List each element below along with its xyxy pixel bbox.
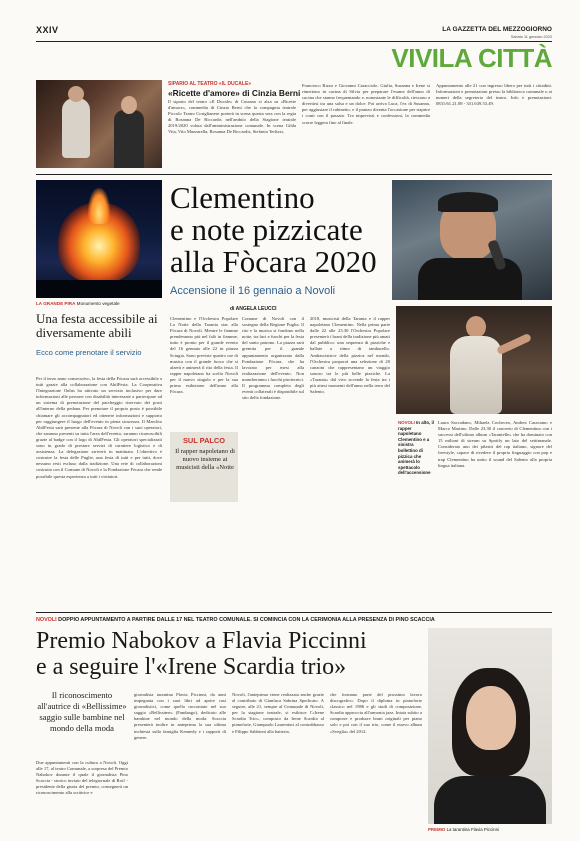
header-rule: [36, 41, 552, 42]
bottom-kicker-label: NOVOLI: [36, 617, 57, 623]
bottom-kicker: [36, 617, 552, 623]
piccinni-caption: [428, 827, 552, 832]
top-brief-col2: Francesco Rizzo e Giovanni Caracciolo. Giulia, Susanna e Irene si rimettono in cucina di Silvia per preparare l'esame dell'anno di cucina che stanno frequentando e, nonostante le difficoltà, riescono a divertirsi tra una salsa e un dolce. Poi arriva Luca, l'ex di Susanna, per aggiustare il rubinetto, e il pranzo diventa l'occasione per riaprire i conti con il passato. Tra imprevisti e confessioni, la commedia scorre leggera fino al finale.: [302, 83, 430, 125]
dancer-arm: [496, 333, 532, 355]
issue-date: Sabato 11 gennaio 2020: [510, 35, 552, 39]
left-story-subhead: Ecco come prenotare il servizio: [36, 348, 142, 357]
bottom-rule: [36, 612, 552, 613]
main-headline-line-1: Clementino: [170, 180, 315, 215]
focara-caption-text: Monumento vegetale: [76, 301, 120, 306]
top-brief-rule: [36, 174, 552, 175]
rapper-body: [418, 258, 522, 300]
left-story-headline: Una festa accessibile ai diversamente abili: [36, 311, 158, 340]
main-col1: Clementino e l'Orchestra Popolare La Notte della Taranta star alla Fòcara di Novoli. Mentre le fiamme prenderanno più nel falò in fiamme, tutto è pronto per il grande evento del 16 gennaio alle 22 in piazza Sciugia. Sono previste quattro ore di musica con il grande fuoco che si alzerà e animerà il rito della festa. Il rapper napoletano ha scelto Novoli per il nuovo singolo e per la sua prima esibizione dell'anno alla Fòcara.: [170, 316, 238, 395]
actor-head: [68, 86, 84, 102]
clementino-caption: [398, 420, 434, 476]
actress-head: [121, 96, 137, 114]
bottom-headline: [36, 628, 436, 680]
portrait-shoulders: [434, 776, 546, 824]
piccinni-caption-label: PREMIO: [428, 827, 446, 832]
main-headline-line-2: e note pizzicate: [170, 212, 363, 247]
bottom-kicker-text: DOPPIO APPUNTAMENTO A PARTIRE DALLE 17 NEL TEATRO COMUNALE. SI COMINCIA CON LA CERIMONIA ALLA PRESENZA DI PINO SCACCIA: [58, 617, 435, 623]
main-byline: di ANGELA LEUCCI: [230, 306, 277, 312]
top-brief-headline: «Ricette d'amore» di Cinzia Berni: [168, 88, 301, 98]
pullquote-title: SUL PALCO: [182, 436, 226, 445]
crowd-silhouette: [36, 280, 162, 298]
pizzica-photo: [396, 306, 552, 414]
focara-photo: [36, 180, 162, 298]
page-number: XXIV: [36, 25, 59, 35]
bottom-col1: Due appuntamenti con la cultura a Novoli. Oggi alle 17, al teatro Comunale, a sorpresa del Premio Nabokov durante il quale il giornalista Pino Scaccia - storico inviato del telegiornale di Rai1 - presidente della giuria del premio, consegnerà un riconoscimento alla scrittrice e: [36, 760, 128, 796]
main-subhead: Accensione il 16 gennaio a Novoli: [170, 285, 336, 297]
masthead: LA GAZZETTA DEL MEZZOGIORNO: [442, 26, 552, 33]
main-col2: Comune di Novoli con il sostegno della Regione Puglia. Il rito e la musica si fondono nella notte, tra luci e fuochi per la festa del santo patrono. La piazza sarà gremita per il grande appuntamento organizzato dalla Fondazione Fòcara, che ha lavorato per mesi alla realizzazione dell'evento. Non mancheranno i fuochi pirotecnici. Il programma completo degli eventi collaterali è disponibile sul sito della fondazione.: [242, 316, 304, 401]
focara-caption-label: LA GRANDE PIRA: [36, 301, 76, 306]
pullquote-text: Il rapper napoletano di nuovo insieme ai musicisti della «Notte: [175, 448, 235, 471]
bottom-col2: giornalista tarantina Flavia Piccinni, da anni impegnata con i suoi libri ad aprire casi giornalistici, come quello raccontato nel suo saggio «Bellissime» (Fandango), dedicato alle bambine nel mondo della moda. Scaccia presenterà inoltre in anteprima la sua ultima inchiesta sulla famiglia Kennedy e i rapporti di genere.: [134, 692, 226, 740]
dancer-head: [466, 316, 486, 338]
section-word-citta: LA CITTÀ: [438, 43, 552, 73]
clementino-caption-text: In alto, il rapper napoletano Clementino e a sinistra bollettino di pizzica che animerà lo spettacolo dell'accensione: [398, 420, 434, 476]
portrait-face: [466, 686, 516, 750]
left-story-body: Per il terzo anno consecutivo, la festa della Fòcara sarà accessibile a tutti grazie alla collaborazione con AbilFesta. La Cooperativa l'Integrazione Onlus ha attivato un servizio inclusivo per dare informazioni alle persone con disabilità interessate a partecipare ad un sistema di prenotazione del parcheggio riservato dei posti all'interno della pedana. Per prenotare il proprio posto è possibile chiamare gli accompagnatori ed ottenere informazioni e supporto per raggiungere il luogo dell'evento in piena sicurezza. Il Marchio AbilFesta sarà presente alla Fòcara di Novoli con i suoi operatori, che saranno presenti su tutta l'area dell'evento, saranno riconoscibili grazie al badge con il logo di AbilFesta. Gli operatori specializzati sono in grado di prestare servizi di carattere logistico e di assistenza. La delegazione arriverà in mattinata. L'obiettivo è costruire la festa delle Puglie, una festa di tutti e per tutti, dove nessuno resti escluso dalla tradizione. Una rete di collaborazioni costruita con il Comune di Novoli e la Fondazione Fòcara che rende possibile questa esperienza a tutti i visitatori.: [36, 376, 162, 479]
top-brief-kicker: SIPARIO AL TEATRO «IL DUCALE»: [168, 81, 252, 87]
focara-caption: [36, 301, 120, 306]
bottom-sidebar: Il riconoscimento all'autrice di «Bellissime» saggio sulle bambine nel mondo della moda: [37, 690, 127, 733]
actor-figure: [62, 98, 90, 158]
bottom-headline-line-1: Premio Nabokov a Flavia Piccinni: [36, 628, 367, 654]
clementino-photo: [392, 180, 552, 300]
clementino-caption-label: NOVOLI: [398, 420, 415, 425]
piccinni-caption-text: La tarantina Flavia Piccinni: [446, 827, 500, 832]
flame-tip: [88, 188, 110, 224]
section-banner: [380, 43, 552, 73]
main-headline-line-3: alla Fòcara 2020: [170, 244, 377, 279]
main-headline: [170, 182, 390, 278]
dancer-dress: [450, 336, 502, 414]
actress-figure: [114, 110, 144, 168]
bottom-col4: che formano parte del prossimo lavoro discografico. Dopo il diploma in pianoforte classico nel 1986 e gli studi di composizione, Scardia approccia all'armonia jazz. Inizia subito a comporre e produrre brani originali per piano solo e poi con il suo trio, come il nuovo album «Sveglia» del 2012.: [330, 692, 422, 734]
theatre-photo: [36, 80, 162, 168]
bottom-col3: Novoli, l'anteprima viene realizzata anche grazie al contributo di Gianluca Sabrina Spedicato. A seguire, alle 21, sempre al Comunale di Novoli, per la stagione teatrale, si esibisce l'«Irene Scardia Trio», composto da Irene Scardia al pianoforte, Giampaolo Laurentaci al contrabbasso e Filippo Sabbioni alla batteria.: [232, 692, 324, 734]
bottom-headline-line-2: e a seguire l'«Irene Scardia trio»: [36, 654, 347, 680]
piccinni-photo: [428, 628, 552, 824]
section-word-vivi: VIVI: [391, 43, 439, 73]
top-brief-col3: Appuntamento alle 21 con ingresso libero per tutti i cittadini. Informazioni e prenotazioni presso la biblioteca comunale o ai numeri della segreteria del teatro. Info e prenotazioni: 0831/61.21.08 - 331.639.53.49.: [436, 83, 552, 107]
main-col4: Laura Saccadano, Mihaela Cochecea, Andrea Caracamo e Marco Martino. Dalle 23.30 il concerto di Clementino con i successi dell'ultimo album «Tarantelle» che ha dominato con 15 milioni di stream su Spotify un lato del settimanale. Considerato uno dei pilastri del rap italiano, signore del freestyle, capace di rivedere il proprio linguaggio con pop e trap Clementino ha unito il sound del Salento alla propria lingua italiana.: [438, 420, 552, 468]
top-brief-col1: Il sipario del teatro «Il Ducale» di Cassano si alza su «Ricette d'amore», commedia di Cinzia Berni che la compagnia teatrale Piccolo Teatro Coriglianese porterà in scena questa sera con la regia di Rosanna De Riccardis nell'ambito della Stagione teatrale 2019/2020 voluta dall'amministrazione comunale. In scena Gilda Vita, Vito Mazzarella, Rosanna De Riccardis, Stefania Terlizzi,: [168, 99, 296, 135]
main-col3: 2018, musicisti della Taranta e il rapper napoletano Clementino. Nella prima parte dalle 22 alle 23.30 l'Orchestra Popolare presenterà i brani della tradizione più amati dal pubblico: una sequenza di pizziche e ballate a ritmo di tamburello. Ambasciatrice della pizzica nel mondo, l'Orchestra proporrà una selezione di 20 canzoni che rappresentano un viaggio sonoro tra le più belle pizziche. La «Taranta» dal vivo accende la festa tra i più attesi momenti dell'anno nella terra del Salento.: [310, 316, 390, 395]
rapper-cap: [438, 192, 498, 212]
